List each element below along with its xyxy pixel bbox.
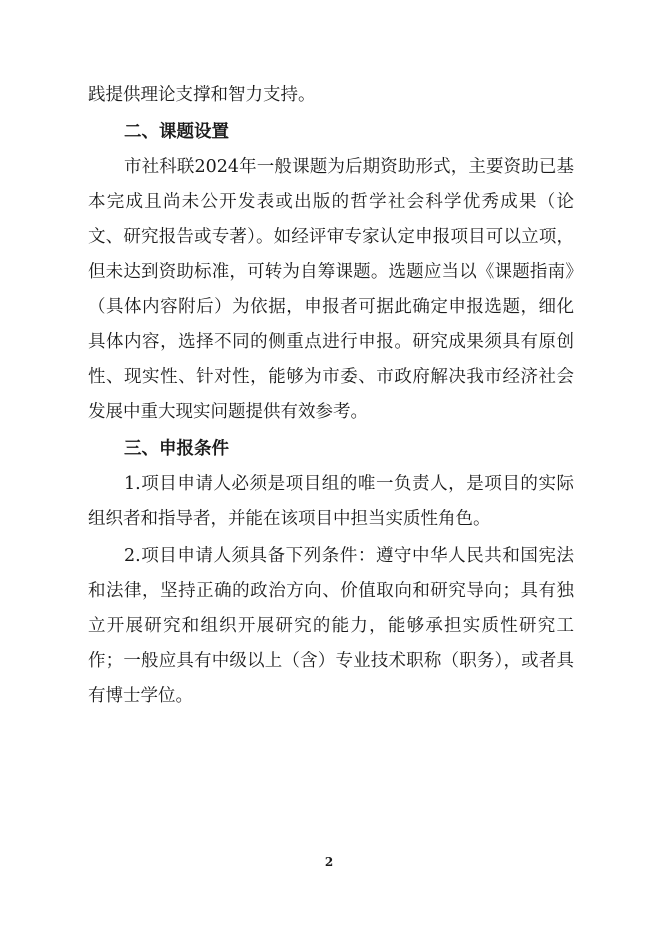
paragraph-continuation: 践提供理论支撑和智力支持。 — [88, 85, 316, 105]
condition-item-2: 2.项目申请人须具备下列条件：遵守中华人民共和国宪法和法律，坚持正确的政治方向、价值取向和研究导向；具有独立开展研究和组织开展研究的能力，能够承担实质性研究工作；一般应具有中级以上（含）专业技术职称（职务），或者具有博士学位。 — [88, 546, 574, 706]
document-body — [88, 78, 574, 714]
page-number: 2 — [324, 855, 334, 869]
paragraph-topic-setting: 市社科联2024年一般课题为后期资助形式，主要资助已基本完成且尚未公开发表或出版的哲学社会科学优秀成果（论文、研究报告或专著）。如经评审专家认定申报项目可以立项，但未达到资助标准，可转为自筹课题。选题应当以《课题指南》（具体内容附后）为依据，申报者可据此确定申报选题，细化具体内容，选择不同的侧重点进行申报。研究成果须具有原创性、现实性、针对性，能够为市委、市政府解决我市经济社会发展中重大现实问题提供有效参考。 — [88, 157, 574, 422]
condition-item-1: 1.项目申请人必须是项目组的唯一负责人，是项目的实际组织者和指导者，并能在该项目中担当实质性角色。 — [88, 474, 574, 529]
section-heading-application-conditions: 三、申报条件 — [124, 439, 229, 459]
section-heading-topic-setting: 二、课题设置 — [124, 122, 229, 142]
